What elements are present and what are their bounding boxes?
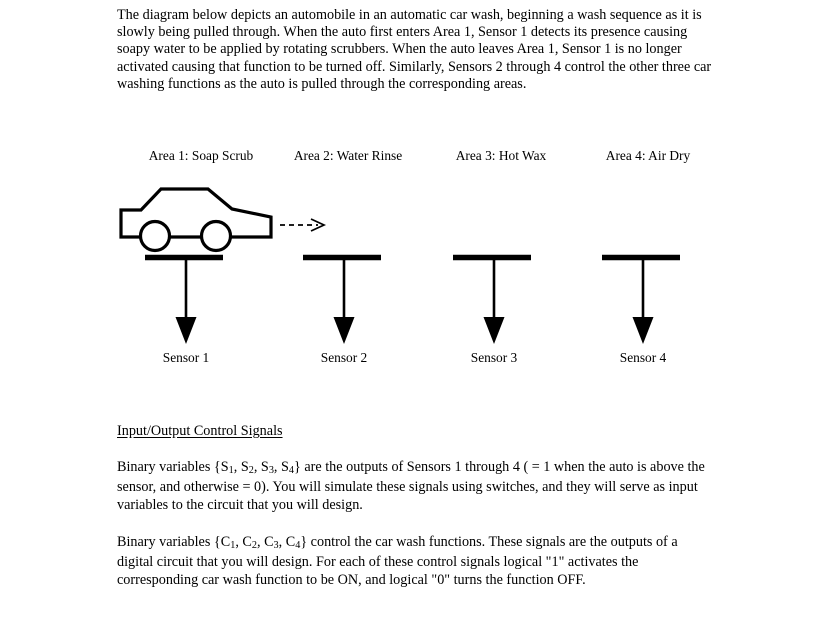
area-label-4: Area 4: Air Dry: [605, 148, 691, 163]
sensor-signals-paragraph: Binary variables {$S_1$, $S_2$, $S_3$, $S_4$} are the outputs of Sensors 1 through 4 ( = 1 when the auto is above the sensor, and otherwise = 0). You will simulate these signals using switches, and they will serve as input variables to the circuit that you will design.: [117, 459, 705, 513]
sensor-station-1: [145, 258, 223, 345]
intro-paragraph: The diagram below depicts an automobile in an automatic car wash, beginning a wash sequence as it is slowly being pulled through. When the auto first enters Area 1, Sensor 1 detects its presence causing soapy water to be applied by rotating scrubbers. When the auto leaves Area 1, Sensor 1 is no longer activated causing that function to be turned off. Similarly, Sensors 2 through 4 control the other three car washing functions as the auto is pulled through the corresponding areas.: [117, 7, 712, 92]
sensor-station-3: [453, 258, 531, 345]
area-label-1: Area 1: Soap Scrub: [148, 148, 254, 163]
sensor-station-2: [303, 258, 381, 345]
control-signals-paragraph: Binary variables {$C_1$, $C_2$, $C_3$, $C_4$} control the car wash functions. These signals are the outputs of a digital circuit that you will design. For each of these control signals logical "1" activates the corresponding car wash function to be ON, and logical "0" turns the function OFF.: [117, 534, 678, 588]
sensor-label-1: Sensor 1: [162, 350, 210, 365]
car-body-outline: [121, 189, 271, 237]
sensor-station-4: [602, 258, 680, 345]
car-front-wheel: [202, 222, 231, 251]
area-label-2: Area 2: Water Rinse: [293, 148, 403, 163]
section-heading-input-output-control-signals: Input/Output Control Signals: [117, 423, 283, 439]
sensor-label-2: Sensor 2: [320, 350, 368, 365]
car-rear-wheel: [141, 222, 170, 251]
sensor-label-3: Sensor 3: [470, 350, 518, 365]
sensor-arrow-head-2: [334, 317, 355, 344]
area-label-3: Area 3: Hot Wax: [455, 148, 547, 163]
sensor-arrow-head-1: [176, 317, 197, 344]
sensor-arrow-head-4: [633, 317, 654, 344]
motion-arrow-icon: [280, 219, 324, 231]
sensor-label-4: Sensor 4: [619, 350, 667, 365]
sensor-arrow-head-3: [484, 317, 505, 344]
